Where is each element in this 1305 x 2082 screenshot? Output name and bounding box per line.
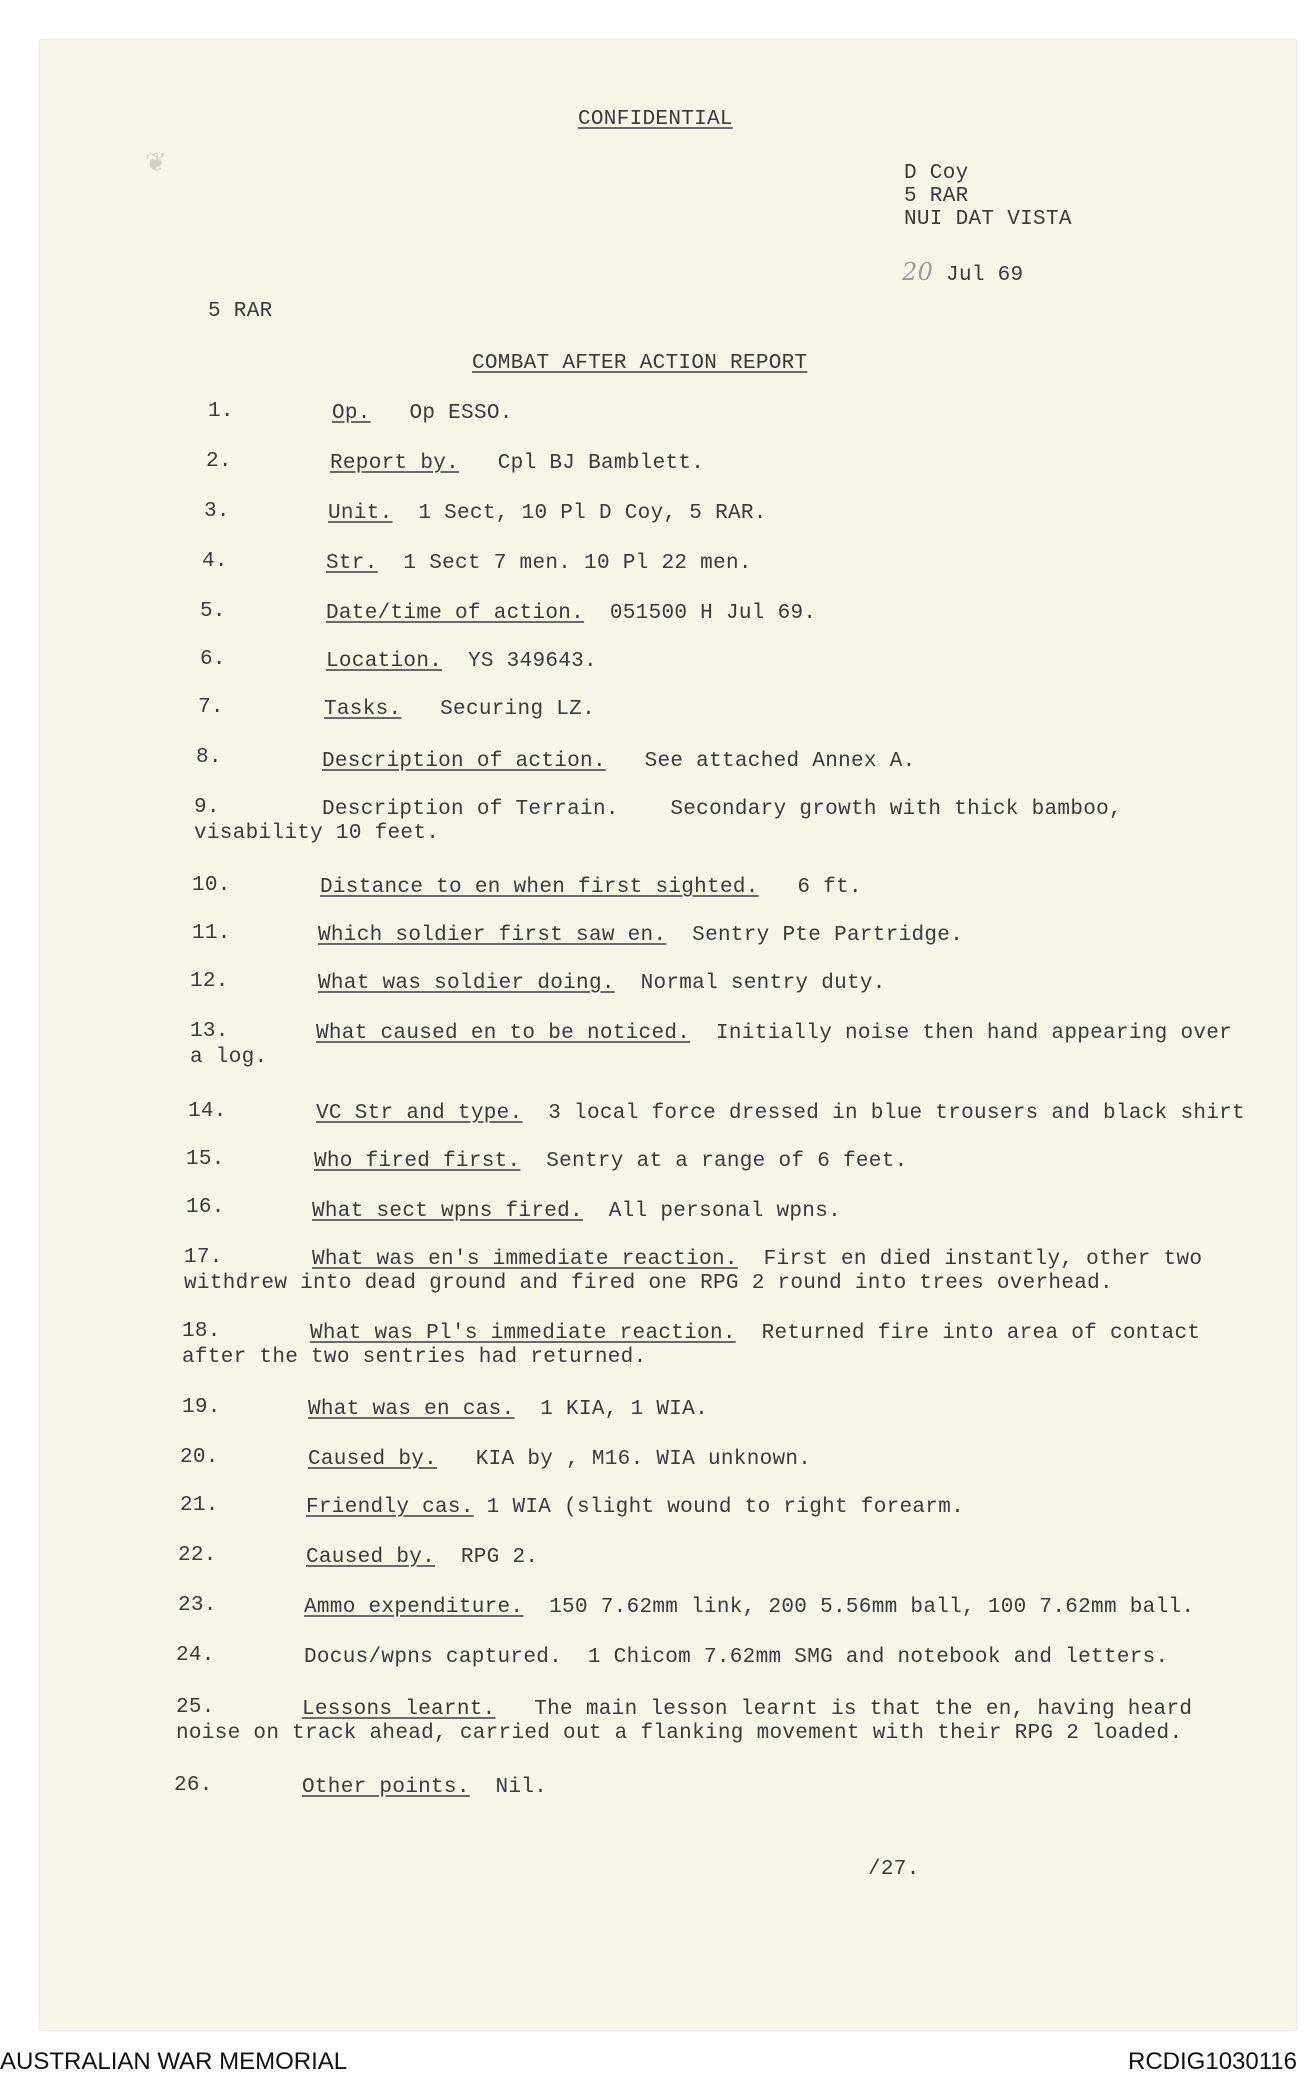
sender-line-2: 5 RAR: [904, 185, 969, 208]
item-label: Friendly cas.: [306, 1496, 474, 1519]
item-value: Sentry at a range of 6 feet.: [546, 1150, 908, 1173]
item-label: Str.: [326, 552, 378, 575]
item-number: 3.: [204, 500, 230, 523]
item-20: [308, 1448, 811, 1471]
item-value: Cpl BJ Bamblett.: [497, 452, 705, 475]
item-12: [318, 972, 886, 995]
item-8: [322, 750, 916, 773]
sender-line-1: D Coy: [904, 162, 969, 185]
item-number: 17.: [184, 1246, 223, 1269]
item-number: 19.: [182, 1396, 221, 1419]
item-number: 18.: [182, 1320, 221, 1343]
item-number: 5.: [200, 600, 226, 623]
item-24: [304, 1646, 1168, 1669]
item-13-continuation: a log.: [190, 1046, 268, 1069]
item-value: 150 7.62mm link, 200 5.56mm ball, 100 7.62mm ball.: [549, 1596, 1195, 1619]
item-label: What sect wpns fired.: [312, 1200, 583, 1223]
item-value: Nil.: [495, 1776, 548, 1799]
item-label: Which soldier first saw en.: [318, 924, 667, 947]
archive-credit: AUSTRALIAN WAR MEMORIAL: [0, 2048, 348, 2075]
item-value: First en died instantly, other two: [763, 1248, 1203, 1271]
item-16: [312, 1200, 841, 1223]
item-number: 7.: [198, 696, 224, 719]
item-14: [316, 1102, 1245, 1125]
item-label: Description of Terrain.: [322, 798, 619, 821]
item-17-continuation: withdrew into dead ground and fired one RPG 2 round into trees overhead.: [184, 1272, 1113, 1295]
item-value: 1 WIA (slight wound to right forearm.: [486, 1496, 965, 1519]
item-label: What caused en to be noticed.: [316, 1022, 691, 1045]
item-6: [326, 650, 597, 673]
item-label: Caused by.: [306, 1546, 436, 1569]
item-value: Secondary growth with thick bamboo,: [670, 798, 1122, 821]
item-18-continuation: after the two sentries had returned.: [182, 1346, 647, 1369]
item-number: 1.: [208, 400, 234, 423]
document-page: [40, 40, 1296, 2030]
item-25: [302, 1698, 1192, 1721]
item-label: Caused by.: [308, 1448, 438, 1471]
item-value: 051500 H Jul 69.: [609, 602, 817, 625]
item-value: RPG 2.: [460, 1546, 539, 1569]
item-value: 1 Chicom 7.62mm SMG and notebook and letters.: [587, 1646, 1169, 1669]
typed-date: Jul 69: [946, 264, 1024, 287]
item-label: Description of action.: [322, 750, 606, 773]
item-22: [306, 1546, 538, 1569]
item-value: Returned fire into area of contact: [761, 1322, 1201, 1345]
item-number: 15.: [186, 1148, 225, 1171]
item-value: 6 ft.: [797, 876, 862, 899]
item-value: 1 Sect, 10 Pl D Coy, 5 RAR.: [418, 502, 767, 525]
item-number: 24.: [176, 1644, 215, 1667]
item-label: What was Pl's immediate reaction.: [310, 1322, 736, 1345]
report-date: [902, 258, 1023, 287]
item-label: What was en cas.: [308, 1398, 515, 1421]
item-4: [326, 552, 752, 575]
item-number: 22.: [178, 1544, 217, 1567]
item-2: [330, 452, 704, 475]
paper-mark-icon: ❦: [145, 148, 167, 178]
item-9-continuation: visability 10 feet.: [194, 822, 440, 845]
item-value: The main lesson learnt is that the en, having heard: [534, 1698, 1193, 1721]
continuation-marker: /27.: [868, 1858, 920, 1881]
item-23: [304, 1596, 1194, 1619]
item-number: 21.: [180, 1494, 219, 1517]
item-label: VC Str and type.: [316, 1102, 523, 1125]
item-value: 1 Sect 7 men. 10 Pl 22 men.: [403, 552, 752, 575]
item-number: 26.: [174, 1774, 213, 1797]
item-label: Date/time of action.: [326, 602, 585, 625]
report-title: COMBAT AFTER ACTION REPORT: [472, 352, 808, 375]
item-number: 8.: [196, 746, 222, 769]
item-label: Unit.: [328, 502, 393, 525]
item-15: [314, 1150, 908, 1173]
item-value: YS 349643.: [467, 650, 597, 673]
item-value: All personal wpns.: [608, 1200, 842, 1223]
item-25-continuation: noise on track ahead, carried out a flanking movement with their RPG 2 loaded.: [176, 1722, 1183, 1745]
item-value: Initially noise then hand appearing over: [715, 1022, 1233, 1045]
item-7: [324, 698, 595, 721]
item-value: Securing LZ.: [440, 698, 595, 721]
item-11: [318, 924, 963, 947]
item-number: 25.: [176, 1696, 215, 1719]
item-number: 16.: [186, 1196, 225, 1219]
item-value: 3 local force dressed in blue trousers and black shirt: [548, 1102, 1245, 1125]
item-value: See attached Annex A.: [644, 750, 916, 773]
item-label: Tasks.: [324, 698, 402, 721]
item-17: [312, 1248, 1202, 1271]
item-number: 13.: [190, 1020, 229, 1043]
item-19: [308, 1398, 708, 1421]
item-label: Location.: [326, 650, 443, 673]
item-number: 2.: [206, 450, 232, 473]
item-label: Report by.: [330, 452, 460, 475]
item-number: 11.: [192, 922, 231, 945]
item-label: What was soldier doing.: [318, 972, 615, 995]
item-10: [320, 876, 862, 899]
item-value: Op ESSO.: [409, 402, 513, 425]
item-number: 4.: [202, 550, 228, 573]
item-26: [302, 1776, 547, 1799]
item-number: 12.: [190, 970, 229, 993]
item-number: 23.: [178, 1594, 217, 1617]
archive-reference: RCDIG1030116: [1128, 2048, 1297, 2075]
classification-heading: CONFIDENTIAL: [578, 108, 733, 131]
item-label: Op.: [332, 402, 371, 425]
item-label: What was en's immediate reaction.: [312, 1248, 738, 1271]
sender-line-3: NUI DAT VISTA: [904, 208, 1072, 231]
item-number: 9.: [194, 796, 220, 819]
handwritten-day: 20: [902, 258, 934, 286]
item-18: [310, 1322, 1200, 1345]
item-5: [326, 602, 816, 625]
item-label: Distance to en when first sighted.: [320, 876, 759, 899]
item-13: [316, 1022, 1232, 1045]
item-label: Who fired first.: [314, 1150, 521, 1173]
item-number: 6.: [200, 648, 226, 671]
item-number: 20.: [180, 1446, 219, 1469]
item-9: [322, 798, 1122, 821]
item-number: 14.: [188, 1100, 227, 1123]
item-number: 10.: [192, 874, 231, 897]
item-value: Normal sentry duty.: [640, 972, 886, 995]
item-label: Lessons learnt.: [302, 1698, 496, 1721]
item-21: [306, 1496, 964, 1519]
item-label: Ammo expenditure.: [304, 1596, 524, 1619]
item-label: Other points.: [302, 1776, 470, 1799]
item-value: KIA by , M16. WIA unknown.: [475, 1448, 812, 1471]
item-label: Docus/wpns captured.: [304, 1646, 563, 1669]
recipient: 5 RAR: [208, 300, 273, 323]
item-1: [332, 402, 513, 425]
item-3: [328, 502, 767, 525]
item-value: 1 KIA, 1 WIA.: [540, 1398, 708, 1421]
item-value: Sentry Pte Partridge.: [692, 924, 964, 947]
